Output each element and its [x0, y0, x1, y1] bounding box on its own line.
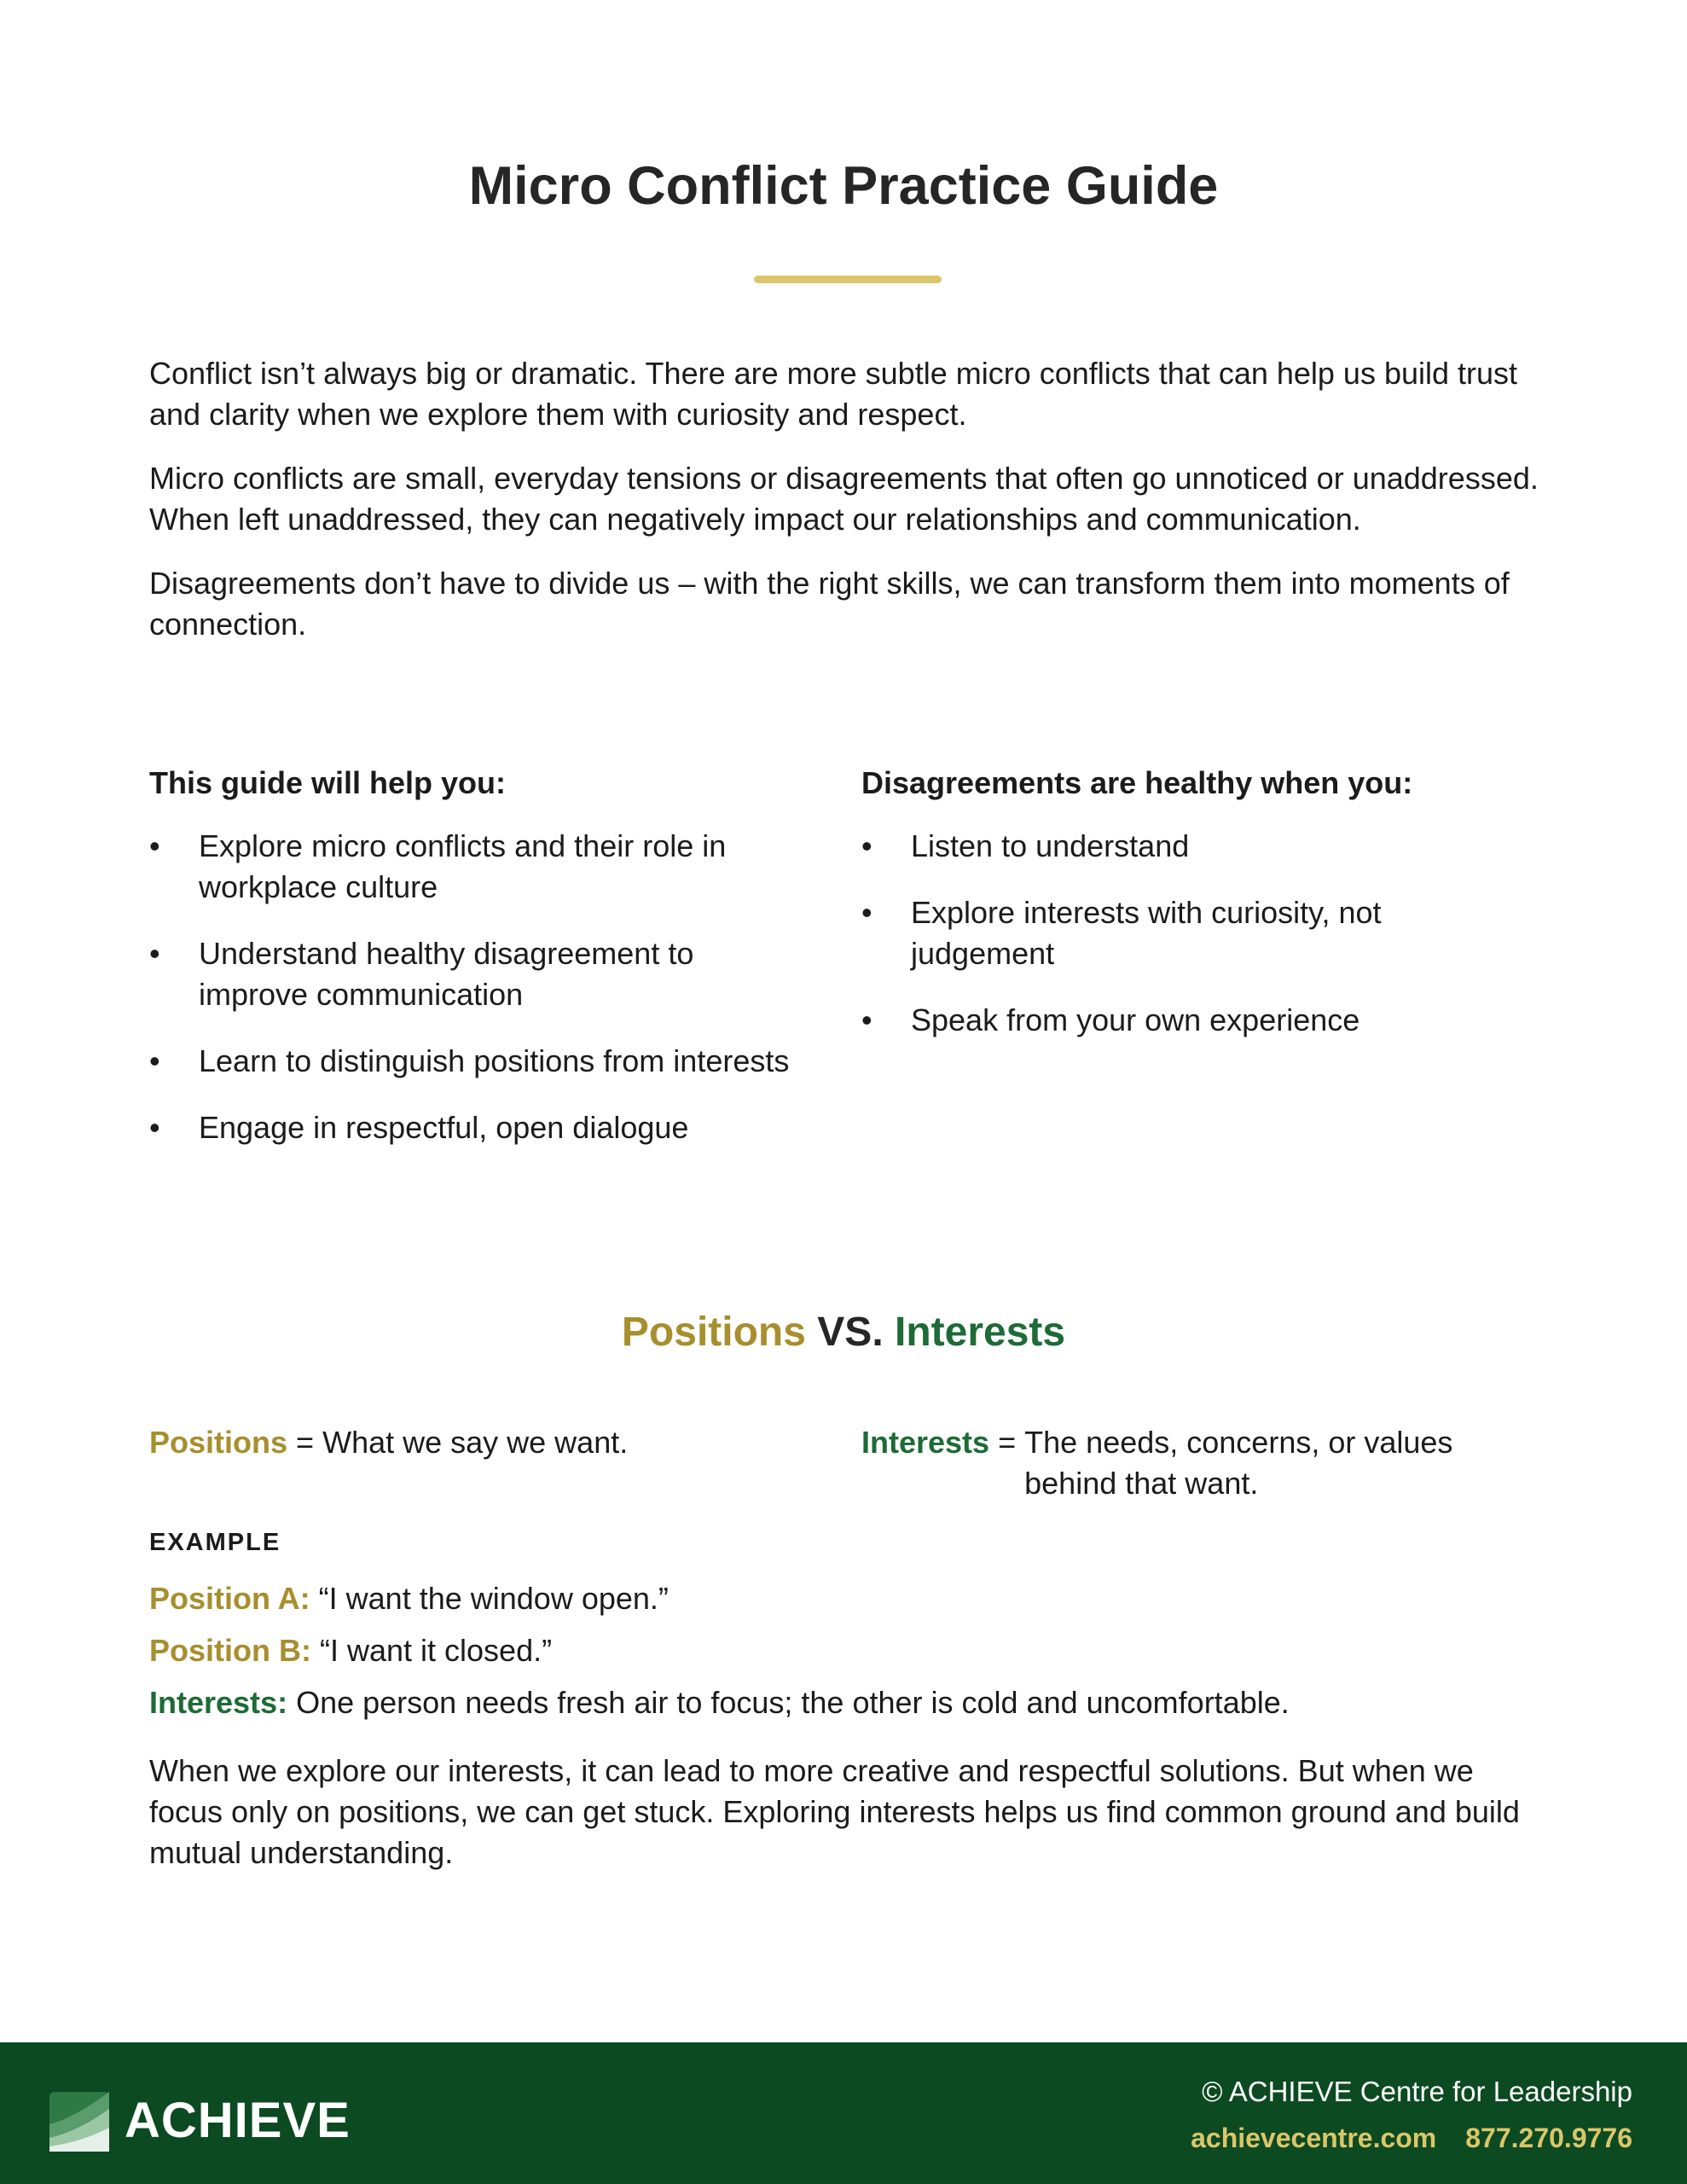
interests-label: Interests:: [149, 1685, 288, 1720]
position-a-text: “I want the window open.”: [318, 1581, 669, 1616]
footer: [0, 2042, 1687, 2184]
title-underline: [754, 276, 942, 283]
heading-vs-word: VS.: [817, 1310, 884, 1355]
intro-section: [149, 353, 1548, 668]
list-item: [861, 892, 1510, 974]
list-item: [149, 933, 797, 1015]
heading-interests-word: Interests: [895, 1310, 1066, 1355]
achieve-logo-icon: [49, 2092, 109, 2152]
list-item-text: Explore micro conflicts and their role in workplace culture: [199, 828, 727, 904]
list-item-text: Listen to understand: [911, 828, 1190, 863]
positions-vs-interests-heading: [0, 1305, 1687, 1360]
example-position-a: [149, 1578, 669, 1619]
footer-contact: [1191, 2119, 1632, 2157]
intro-paragraph: Micro conflicts are small, everyday tensions or disagreements that often go unnoticed or unaddressed. When left unaddressed, they can negatively impact our relationships and communication.: [149, 461, 1539, 537]
example-position-b: [149, 1630, 552, 1671]
interests-term: Interests: [861, 1425, 990, 1460]
bullet-icon: •: [861, 895, 872, 930]
intro-paragraph: Disagreements don’t have to divide us – with the right skills, we can transform them into moments of connection.: [149, 566, 1510, 642]
heading-positions-word: Positions: [621, 1310, 806, 1355]
equals-sign: =: [998, 1425, 1017, 1460]
list-item: [861, 1000, 1510, 1041]
bullet-icon: •: [149, 1110, 160, 1145]
bullet-icon: •: [861, 828, 872, 863]
guide-column: [149, 763, 797, 1174]
copyright-text: © ACHIEVE Centre for Leadership: [1202, 2076, 1632, 2107]
interests-definition: [861, 1422, 1544, 1504]
healthy-heading: Disagreements are healthy when you:: [861, 765, 1413, 800]
healthy-column: [861, 763, 1510, 1066]
list-item-text: Engage in respectful, open dialogue: [199, 1110, 689, 1145]
interests-definition-text: The needs, concerns, or values behind that want.: [1024, 1425, 1453, 1501]
example-label: EXAMPLE: [149, 1529, 281, 1556]
guide-list: [149, 826, 797, 1148]
list-item-text: Speak from your own experience: [911, 1002, 1360, 1037]
position-a-label: Position A:: [149, 1581, 310, 1616]
list-item: [861, 826, 1510, 867]
website-link[interactable]: achievecentre.com: [1191, 2123, 1437, 2153]
example-interests: [149, 1682, 1290, 1723]
interests-text: One person needs fresh air to focus; the other is cold and uncomfortable.: [296, 1685, 1290, 1720]
phone-number[interactable]: 877.270.9776: [1465, 2123, 1632, 2153]
guide-heading: This guide will help you:: [149, 765, 507, 800]
intro-paragraph: Conflict isn’t always big or dramatic. There are more subtle micro conflicts that can help us build trust and clarity when we explore them with curiosity and respect.: [149, 356, 1518, 432]
list-item: [149, 1107, 797, 1148]
bullet-icon: •: [149, 1043, 160, 1078]
position-b-label: Position B:: [149, 1633, 311, 1668]
list-item-text: Understand healthy disagreement to improve communication: [199, 936, 694, 1012]
list-item: [149, 1041, 797, 1082]
healthy-list: [861, 826, 1510, 1041]
bullet-icon: •: [861, 1002, 872, 1037]
positions-term: Positions: [149, 1425, 288, 1460]
list-item: [149, 826, 797, 908]
bullet-icon: •: [149, 936, 160, 971]
position-b-text: “I want it closed.”: [320, 1633, 553, 1668]
positions-definition-text: What we say we want.: [322, 1425, 629, 1460]
bullet-icon: •: [149, 828, 160, 863]
equals-sign: =: [296, 1425, 315, 1460]
positions-definition: [149, 1422, 797, 1463]
list-item-text: Explore interests with curiosity, not judgement: [911, 895, 1382, 971]
brand-name: ACHIEVE: [125, 2093, 351, 2148]
page-title: Micro Conflict Practice Guide: [468, 156, 1219, 216]
closing-paragraph: When we explore our interests, it can lead to more creative and respectful solutions. But when we focus only on positions, we can get stuck. Exploring interests helps us find common ground and build mutual understanding.: [149, 1753, 1520, 1870]
list-item-text: Learn to distinguish positions from interests: [199, 1043, 790, 1078]
